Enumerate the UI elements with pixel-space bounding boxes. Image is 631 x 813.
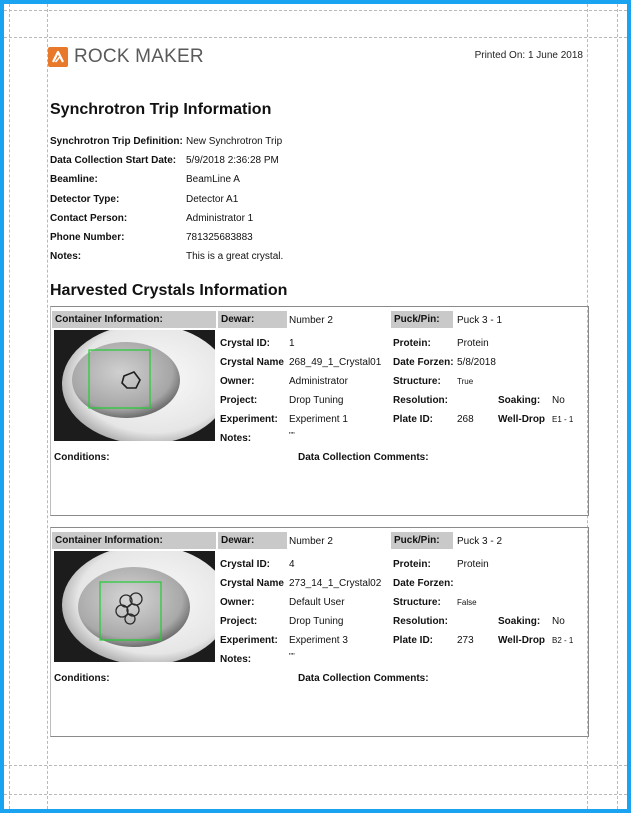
field-value: Detector A1 [186,194,239,205]
experiment-label: Experiment: [220,635,278,646]
protein-value: Protein [457,559,489,570]
project-label: Project: [220,395,258,406]
notes-label: Notes: [220,433,252,444]
field-value: 781325683883 [186,232,253,243]
rock-maker-logo [48,46,204,68]
plate-id-label: Plate ID: [393,635,434,646]
soaking-label: Soaking: [498,616,541,627]
data-collection-comments-label: Data Collection Comments: [298,673,429,684]
margin-guide [4,794,627,795]
protein-value: Protein [457,338,489,349]
notes-value: "" [289,652,295,661]
dewar-value: Number 2 [289,315,333,326]
well-drop-label: Well-Drop [498,635,546,646]
field-label: Beamline: [50,174,98,185]
field-label: Contact Person: [50,213,128,224]
field-value: This is a great crystal. [186,251,284,262]
dewar-header: Dewar: [218,532,287,549]
crystal-name-label: Crystal Name [220,357,284,368]
margin-guide [9,4,10,809]
field-value: Administrator 1 [186,213,254,224]
puck-pin-header: Puck/Pin: [391,311,453,328]
field-label: Data Collection Start Date: [50,155,177,166]
crystal-name-value: 273_14_1_Crystal02 [289,578,382,589]
margin-guide [617,4,618,809]
crystal-id-label: Crystal ID: [220,338,271,349]
container-info-header: Container Information: [52,532,216,549]
crystal-id-value: 1 [289,338,295,349]
structure-label: Structure: [393,597,441,608]
puck-pin-header: Puck/Pin: [391,532,453,549]
experiment-value: Experiment 3 [289,635,348,646]
dewar-value: Number 2 [289,536,333,547]
trip-section-title: Synchrotron Trip Information [50,101,272,118]
margin-guide [47,4,48,809]
owner-value: Administrator [289,376,348,387]
container-info-header: Container Information: [52,311,216,328]
notes-label: Notes: [220,654,252,665]
brand-name: ROCK MAKER [74,46,204,67]
soaking-label: Soaking: [498,395,541,406]
owner-label: Owner: [220,376,255,387]
structure-label: Structure: [393,376,441,387]
crystal-card [50,306,589,516]
crystal-drop-image[interactable] [54,551,215,662]
notes-value: "" [289,431,295,440]
crystal-name-value: 268_49_1_Crystal01 [289,357,382,368]
project-label: Project: [220,616,258,627]
field-value: New Synchrotron Trip [186,136,283,147]
crystal-id-value: 4 [289,559,295,570]
puck-pin-value: Puck 3 - 2 [457,536,503,547]
protein-label: Protein: [393,559,431,570]
conditions-label: Conditions: [54,452,110,463]
crystal-drop-image[interactable] [54,330,215,441]
well-drop-value: E1 - 1 [552,415,574,424]
structure-value: False [457,598,477,607]
margin-guide [4,37,627,38]
puck-pin-value: Puck 3 - 1 [457,315,503,326]
experiment-value: Experiment 1 [289,414,348,425]
printed-on-date: Printed On: 1 June 2018 [474,50,583,61]
experiment-label: Experiment: [220,414,278,425]
rock-maker-logo-icon [48,47,68,67]
date-frozen-label: Date Forzen: [393,578,454,589]
date-frozen-value: 5/8/2018 [457,357,496,368]
owner-value: Default User [289,597,345,608]
crystal-card [50,527,589,737]
harvested-section-title: Harvested Crystals Information [50,282,288,299]
crystal-id-label: Crystal ID: [220,559,271,570]
protein-label: Protein: [393,338,431,349]
crystal-name-label: Crystal Name [220,578,284,589]
soaking-value: No [552,616,565,627]
field-label: Phone Number: [50,232,125,243]
field-label: Synchrotron Trip Definition: [50,136,183,147]
plate-id-label: Plate ID: [393,414,434,425]
dewar-header: Dewar: [218,311,287,328]
soaking-value: No [552,395,565,406]
margin-guide [4,765,627,766]
data-collection-comments-label: Data Collection Comments: [298,452,429,463]
date-frozen-label: Date Forzen: [393,357,454,368]
project-value: Drop Tuning [289,616,344,627]
conditions-label: Conditions: [54,673,110,684]
plate-id-value: 268 [457,414,474,425]
field-label: Detector Type: [50,194,120,205]
structure-value: True [457,377,474,386]
well-drop-value: B2 - 1 [552,636,574,645]
resolution-label: Resolution: [393,395,448,406]
field-value: 5/9/2018 2:36:28 PM [186,155,279,166]
owner-label: Owner: [220,597,255,608]
plate-id-value: 273 [457,635,474,646]
well-drop-label: Well-Drop [498,414,546,425]
field-value: BeamLine A [186,174,240,185]
resolution-label: Resolution: [393,616,448,627]
margin-guide [4,10,627,11]
field-label: Notes: [50,251,82,262]
project-value: Drop Tuning [289,395,344,406]
